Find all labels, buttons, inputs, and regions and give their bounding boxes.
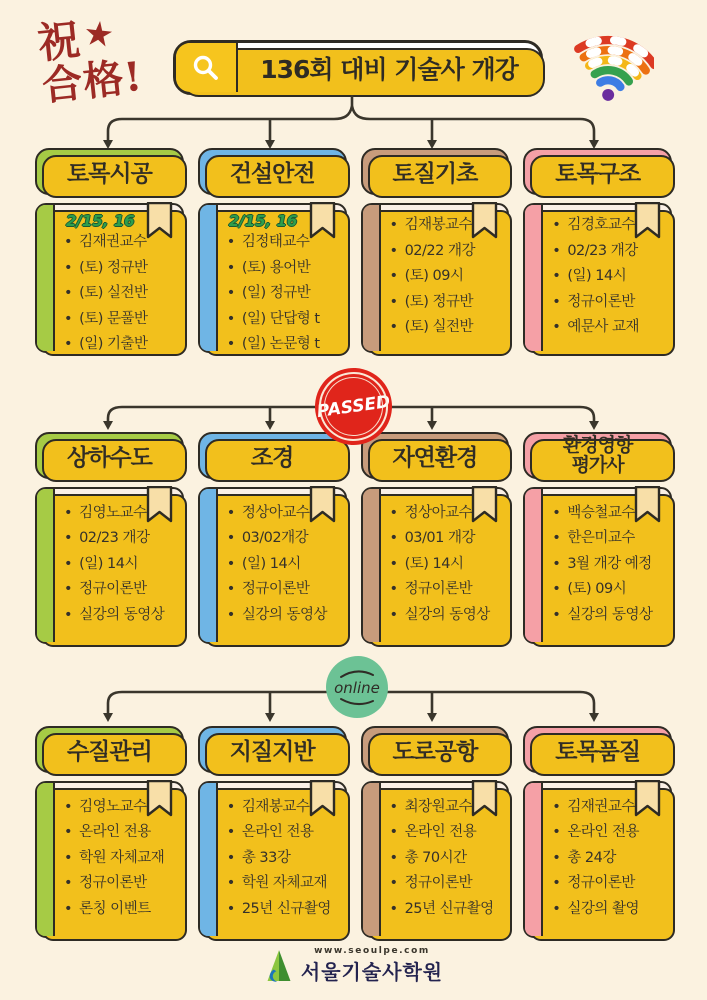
footer-brand-name: 서울기술사학원: [300, 960, 444, 984]
course-item: • (일) 14시: [62, 552, 178, 578]
footer-text: [301, 946, 443, 985]
course-item: • 정규이론반: [225, 577, 341, 603]
bookmark-icon: [634, 202, 661, 240]
course-card-stripe: [525, 783, 543, 936]
footer-url: www.seoulpe.com: [314, 946, 430, 956]
course-title: 건설안전: [229, 161, 315, 187]
course-title: 자연환경: [392, 445, 478, 471]
course-title: 조경: [250, 445, 294, 471]
course-item: • 실강의 촬영: [550, 897, 666, 923]
course-title-box: [361, 432, 510, 479]
title-search-bar: [173, 40, 543, 95]
course-item: • 25년 신규촬영: [388, 897, 504, 923]
course-card: [35, 781, 184, 938]
course-items: [62, 230, 178, 358]
course-column-지질지반: [198, 726, 347, 938]
course-card-stripe: [363, 205, 381, 351]
course-item: • 정규이론반: [388, 871, 504, 897]
congrats-char1: 祝: [35, 15, 83, 69]
search-icon-box: [176, 43, 238, 92]
course-column-토목품질: [523, 726, 672, 938]
course-title: 수질관리: [66, 739, 152, 765]
course-card: [523, 487, 672, 644]
course-column-수질관리: [35, 726, 184, 938]
course-item: • (일) 단답형 t: [225, 307, 341, 333]
course-column-토질기초: [361, 148, 510, 353]
tree-connector-row1: [0, 93, 707, 150]
course-item: • 25년 신규촬영: [225, 897, 341, 923]
course-card-body: [218, 783, 345, 936]
course-card-stripe: [200, 783, 218, 936]
course-card-stripe: [200, 489, 218, 642]
course-title-box: [35, 432, 184, 479]
course-item: • 02/23 개강: [62, 526, 178, 552]
course-item: • (토) 용어반: [225, 256, 341, 282]
course-card: [35, 487, 184, 644]
course-items: [225, 230, 341, 358]
bookmark-icon: [309, 780, 336, 818]
course-row-2: [35, 432, 672, 644]
course-item: • (토) 09시: [550, 577, 666, 603]
course-title-box: [198, 432, 347, 479]
course-title: 토목시공: [66, 161, 152, 187]
academy-logo-icon: [264, 947, 294, 985]
course-item: • 김재권교수: [550, 795, 666, 821]
bookmark-icon: [146, 486, 173, 524]
course-item: • 정규이론반: [550, 871, 666, 897]
course-item: • 정규이론반: [550, 290, 666, 316]
course-card-body: [543, 489, 670, 642]
course-item: • (일) 14시: [550, 264, 666, 290]
course-column-토목구조: [523, 148, 672, 353]
course-card-body: [543, 205, 670, 351]
course-item: • 온라인 전용: [388, 820, 504, 846]
course-card-body: [218, 205, 345, 351]
course-item: • 김재봉교수: [225, 795, 341, 821]
course-item: • (일) 논문형 t: [225, 332, 341, 358]
course-item: • 정규이론반: [62, 577, 178, 603]
bookmark-icon: [146, 202, 173, 240]
bookmark-icon: [309, 486, 336, 524]
course-item: • (토) 실전반: [62, 281, 178, 307]
course-card-stripe: [525, 489, 543, 642]
bookmark-icon: [634, 780, 661, 818]
course-item: • 실강의 동영상: [388, 603, 504, 629]
course-item: • 김경호교수: [550, 213, 666, 239]
course-item: • 3월 개강 예정: [550, 552, 666, 578]
course-card: [198, 487, 347, 644]
course-item: • 김영노교수: [62, 795, 178, 821]
course-card-stripe: [37, 783, 55, 936]
course-card: [198, 781, 347, 938]
course-item: • 최장원교수: [388, 795, 504, 821]
course-title-box: [523, 726, 672, 773]
course-title-box: [35, 148, 184, 195]
course-card-body: [381, 489, 508, 642]
course-column-건설안전: [198, 148, 347, 353]
course-item: • 실강의 동영상: [62, 603, 178, 629]
course-item: • 02/22 개강: [388, 239, 504, 265]
bookmark-icon: [471, 780, 498, 818]
course-item: • 02/23 개강: [550, 239, 666, 265]
footer: [0, 946, 707, 985]
course-item: • (일) 기출반: [62, 332, 178, 358]
course-item: • 학원 자체교재: [62, 846, 178, 872]
course-card-stripe: [525, 205, 543, 351]
course-item: • 03/01 개강: [388, 526, 504, 552]
course-item: • 정상아교수: [388, 501, 504, 527]
course-title: 상하수도: [66, 445, 152, 471]
bookmark-icon: [471, 486, 498, 524]
course-title: 도로공항: [392, 739, 478, 765]
course-start-date: 2/15, 16: [66, 212, 135, 230]
course-column-환경영향평가사: [523, 432, 672, 644]
course-title: 환경영향 평가사: [562, 434, 633, 476]
course-title-box: [361, 726, 510, 773]
course-card-body: [543, 783, 670, 936]
course-item: • 김재권교수: [62, 230, 178, 256]
search-icon: [191, 53, 221, 83]
course-item: • 03/02개강: [225, 526, 341, 552]
course-title: 토목구조: [555, 161, 641, 187]
course-item: • (토) 14시: [388, 552, 504, 578]
star-icon: ★: [83, 15, 114, 54]
course-card-body: [381, 783, 508, 936]
course-column-토목시공: [35, 148, 184, 353]
course-title-box: [523, 148, 672, 195]
course-item: • 백승철교수: [550, 501, 666, 527]
course-title: 지질지반: [229, 739, 315, 765]
course-item: • 김재봉교수: [388, 213, 504, 239]
course-card-stripe: [363, 489, 381, 642]
course-item: • 예문사 교재: [550, 315, 666, 341]
course-card: [198, 203, 347, 353]
course-item: • 실강의 동영상: [550, 603, 666, 629]
course-column-자연환경: [361, 432, 510, 644]
bookmark-icon: [146, 780, 173, 818]
course-item: • (토) 09시: [388, 264, 504, 290]
course-row-3: [35, 726, 672, 938]
course-row-1: [35, 148, 672, 353]
congrats-char2: 合格!: [40, 52, 145, 111]
course-item: • 총 33강: [225, 846, 341, 872]
online-badge: [326, 656, 388, 718]
course-column-조경: [198, 432, 347, 644]
course-title-box: [361, 148, 510, 195]
course-item: • 온라인 전용: [225, 820, 341, 846]
course-item: • (토) 문풀반: [62, 307, 178, 333]
course-card-stripe: [200, 205, 218, 351]
course-title-box: [35, 726, 184, 773]
course-card: [35, 203, 184, 353]
course-card: [361, 487, 510, 644]
course-item: • (일) 14시: [225, 552, 341, 578]
course-item: • (토) 실전반: [388, 315, 504, 341]
course-item: • 온라인 전용: [550, 820, 666, 846]
course-item: • 정상아교수: [225, 501, 341, 527]
online-badge-art: [326, 656, 388, 718]
course-item: • 론칭 이벤트: [62, 897, 178, 923]
poster-title: 136회 대비 기술사 개강: [260, 54, 518, 84]
bookmark-icon: [471, 202, 498, 240]
course-card-body: [381, 205, 508, 351]
course-title: 토질기초: [392, 161, 478, 187]
course-column-도로공항: [361, 726, 510, 938]
online-badge-label: online: [334, 679, 380, 697]
course-item: • 김정태교수: [225, 230, 341, 256]
course-card: [523, 781, 672, 938]
course-card: [361, 203, 510, 353]
course-start-date: 2/15, 16: [228, 212, 298, 230]
bookmark-icon: [634, 486, 661, 524]
course-item: • 김영노교수: [62, 501, 178, 527]
course-card-body: [55, 205, 182, 351]
course-column-상하수도: [35, 432, 184, 644]
bookmark-icon: [309, 202, 336, 240]
course-item: • 학원 자체교재: [225, 871, 341, 897]
course-item: • (토) 정규반: [62, 256, 178, 282]
course-card: [523, 203, 672, 353]
course-item: • 정규이론반: [62, 871, 178, 897]
course-title-box: [198, 726, 347, 773]
course-item: • 총 70시간: [388, 846, 504, 872]
course-card-stripe: [37, 489, 55, 642]
course-card-body: [55, 783, 182, 936]
course-card-stripe: [37, 205, 55, 351]
passed-stamp-label: PASSED: [315, 391, 392, 422]
course-item: • 정규이론반: [388, 577, 504, 603]
course-title-box: [198, 148, 347, 195]
course-item: • 실강의 동영상: [225, 603, 341, 629]
course-card-body: [218, 489, 345, 642]
course-title: 토목품질: [555, 739, 641, 765]
course-card: [361, 781, 510, 938]
course-item: • 온라인 전용: [62, 820, 178, 846]
course-card-stripe: [363, 783, 381, 936]
course-item: • 총 24강: [550, 846, 666, 872]
course-item: • (일) 정규반: [225, 281, 341, 307]
course-title-box: [523, 432, 672, 479]
course-item: • (토) 정규반: [388, 290, 504, 316]
course-card-body: [55, 489, 182, 642]
course-item: • 한은미교수: [550, 526, 666, 552]
